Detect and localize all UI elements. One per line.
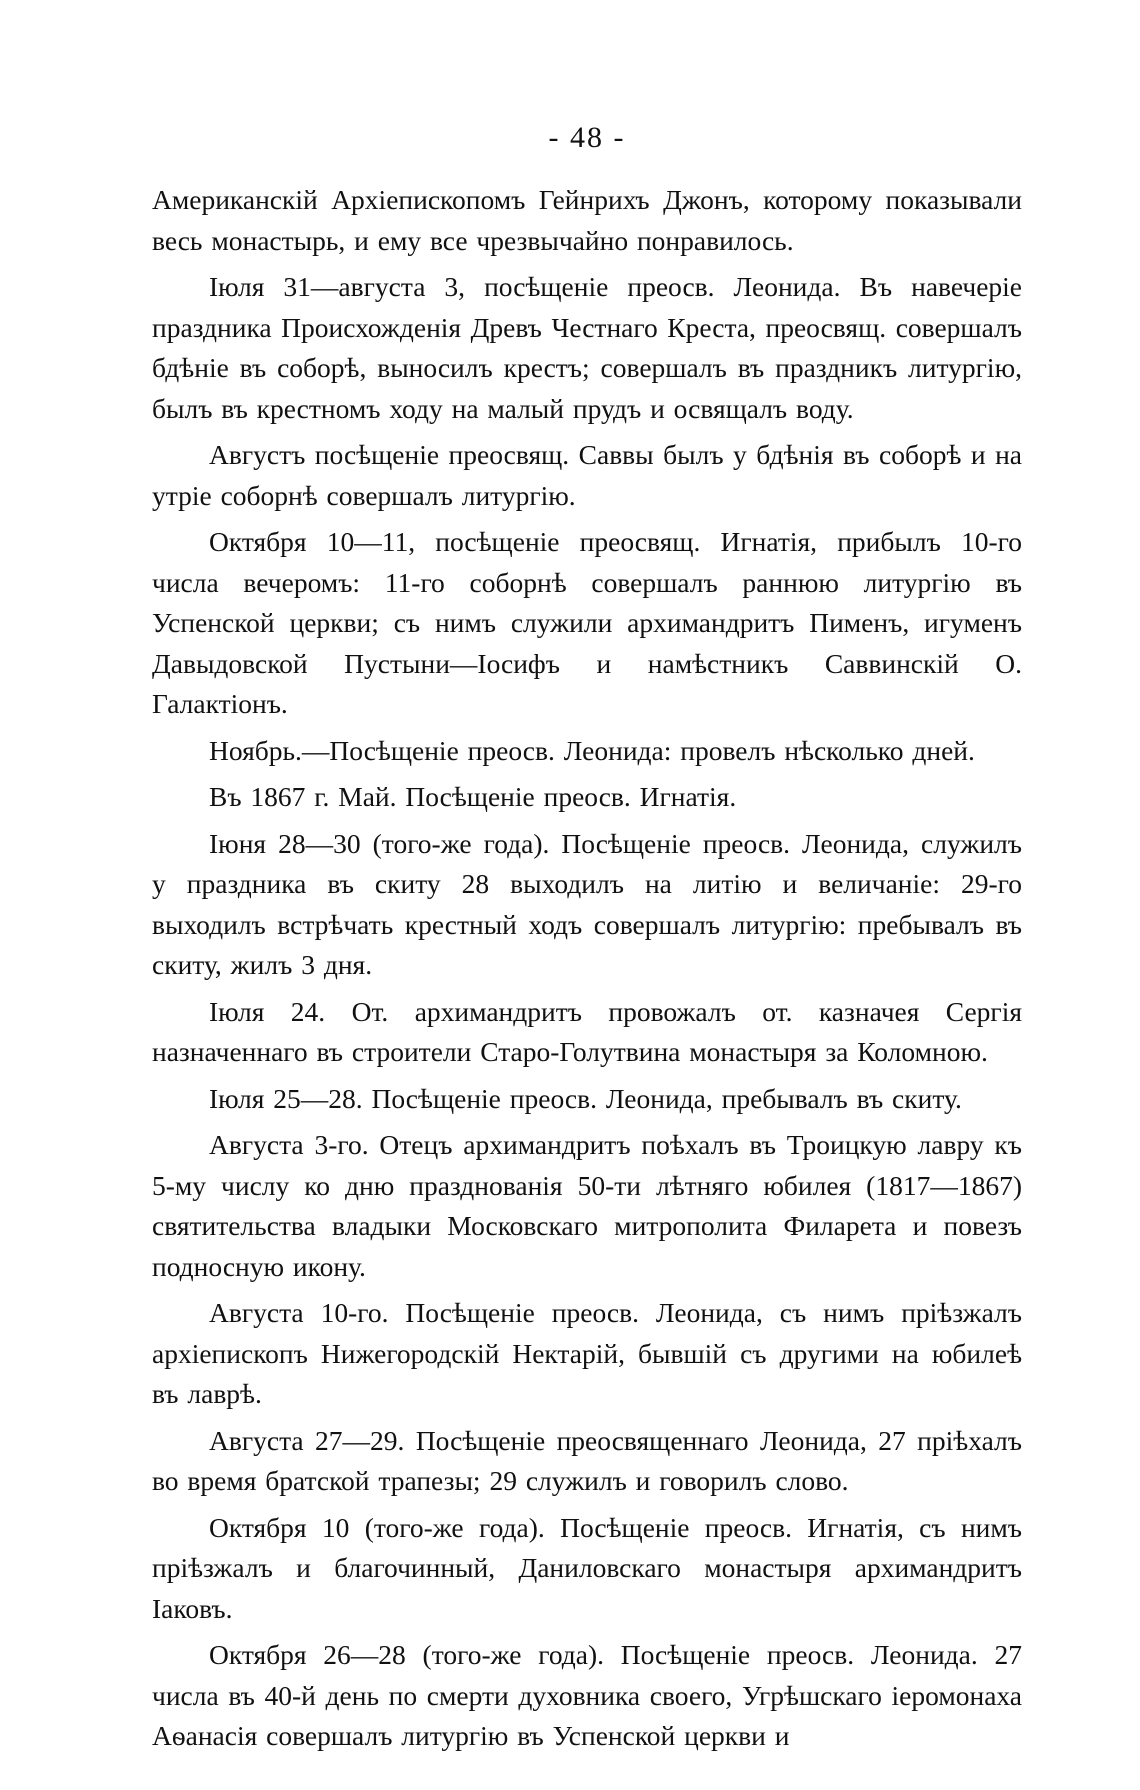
paragraph: Въ 1867 г. Май. Посѣщеніе преосв. Игнатія. bbox=[209, 781, 737, 812]
paragraph: Іюля 31—августа 3, посѣщеніе преосв. Леонида. Въ навечеріе праздника Происхожденія Древъ Честнаго Креста, преосвящ. совершалъ бдѣніе въ соборѣ, выносилъ крестъ; совершалъ въ праздникъ литургію, былъ въ крестномъ ходу на малый прудъ и освящалъ воду. bbox=[152, 271, 1022, 424]
paragraph: Августъ посѣщеніе преосвящ. Саввы былъ у бдѣнія въ соборѣ и на утріе соборнѣ совершалъ литургію. bbox=[152, 439, 1022, 511]
page-number: - 48 - bbox=[548, 121, 626, 154]
document-page bbox=[152, 118, 1022, 1757]
paragraph: Іюня 28—30 (того-же года). Посѣщеніе преосв. Леонида, служилъ у праздника въ скиту 28 выходилъ на литію и величаніе: 29-го выходилъ встрѣчать крестный ходъ совершалъ литургію: пребывалъ въ скиту, жилъ 3 дня. bbox=[152, 827, 1022, 980]
paragraph: Августа 3-го. Отецъ архимандритъ поѣхалъ въ Троицкую лавру къ 5-му числу ко дню празднованія 50-ти лѣтняго юбилея (1817—1867) святительства владыки Московскаго митрополита Филарета и повезъ подносную икону. bbox=[152, 1129, 1022, 1282]
paragraph: Іюля 24. От. архимандритъ провожалъ от. казначея Сергія назначеннаго въ строители Старо-Голутвина монастыря за Коломною. bbox=[152, 995, 1022, 1067]
paragraph: Августа 10-го. Посѣщеніе преосв. Леонида, съ нимъ пріѣзжалъ архіепископъ Нижегородскій Нектарій, бывшій съ другими на юбилеѣ въ лаврѣ. bbox=[152, 1297, 1022, 1409]
paragraph: Октября 10—11, посѣщеніе преосвящ. Игнатія, прибылъ 10-го числа вечеромъ: 11-го соборнѣ совершалъ раннюю литургію въ Успенской церкви; съ нимъ служили архимандритъ Пименъ, игуменъ Давыдовской Пустыни—Іосифъ и намѣстникъ Саввинскій О. Галактіонъ. bbox=[152, 526, 1022, 719]
paragraph: Ноябрь.—Посѣщеніе преосв. Леонида: провелъ нѣсколько дней. bbox=[209, 734, 975, 766]
paragraph: Американскій Архіепископомъ Гейнрихъ Джонъ, которому показывали весь монастырь, и ему все чрезвычайно понравилось. bbox=[152, 184, 1022, 256]
paragraph: Іюля 25—28. Посѣщеніе преосв. Леонида, пребывалъ въ скиту. bbox=[209, 1082, 962, 1114]
paragraph: Октября 10 (того-же года). Посѣщеніе преосв. Игнатія, съ нимъ пріѣзжалъ и благочинный, Даниловскаго монастыря архимандритъ Іаковъ. bbox=[152, 1511, 1022, 1624]
paragraph: Октября 26—28 (того-же года). Посѣщеніе преосв. Леонида. 27 числа въ 40-й день по смерти духовника своего, Угрѣшскаго іеромонаха Аѳанасія совершалъ литургію въ Успенской церкви и bbox=[152, 1639, 1022, 1751]
paragraph: Августа 27—29. Посѣщеніе преосвященнаго Леонида, 27 пріѣхалъ во время братской трапезы; 29 служилъ и говорилъ слово. bbox=[152, 1424, 1022, 1496]
